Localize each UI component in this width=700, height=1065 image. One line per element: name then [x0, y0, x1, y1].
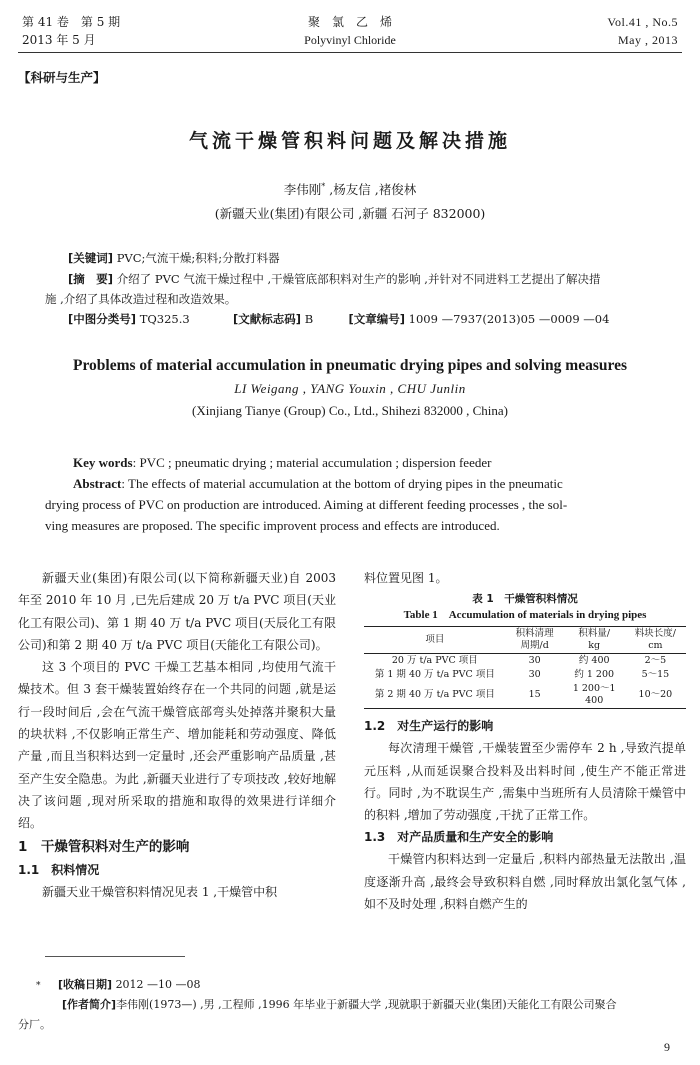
abstract-cn-label: 摘 要	[73, 272, 108, 286]
table-header-cell: 积料量/ kg	[564, 627, 625, 654]
heading-1-3: 1.3 对产品质量和生产安全的影响	[364, 830, 554, 845]
left-column	[18, 567, 336, 903]
abstract-cn-line1: 介绍了 PVC 气流干燥过程中 ,干燥管底部积料对生产的影响 ,并针对不同进料工艺提出了解决措	[116, 272, 601, 286]
table-cell: 10～20	[625, 682, 686, 709]
affiliation-en: (Xinjiang Tianye (Group) Co., Ltd., Shihezi 832000 , China)	[192, 403, 508, 418]
keywords-cn-open: [	[68, 251, 74, 265]
table-cell: 30	[528, 669, 541, 681]
table-header-cell: 项目	[364, 627, 506, 654]
received-value: 2012 —10 —08	[115, 978, 201, 991]
article-value: 1009 —7937(2013)05 —0009 —04	[408, 312, 610, 326]
abstract-en-line2: drying process of PVC on production are introduced. Aiming at different feeding processes , the sol-	[45, 497, 568, 512]
doc-label: 文献标志码	[238, 312, 296, 326]
table-cell: 30	[528, 655, 541, 667]
table-header-cell: 积料清理 周期/d	[506, 627, 564, 654]
table-title-en: Table 1 Accumulation of materials in drying pipes	[403, 609, 647, 622]
abstract-cn	[68, 270, 688, 288]
heading-1: 1 干燥管积料对生产的影响	[18, 838, 190, 855]
left-para-3: 新疆天业干燥管积料情况见表 1 ,干燥管中积	[42, 884, 278, 899]
section-tag: 【科研与生产】	[18, 70, 106, 85]
doc-open: [	[233, 312, 239, 326]
keywords-cn-label: 关键词	[73, 251, 108, 265]
doc-close: ]	[295, 312, 302, 326]
table-header-cell: 料块长度/ cm	[625, 627, 686, 654]
footnote-author-line2: 分厂。	[18, 1018, 51, 1031]
right-para-0: 料位置见图 1。	[364, 571, 448, 585]
keywords-en-text: : PVC ; pneumatic drying ; material accumulation ; dispersion feeder	[132, 455, 492, 470]
title-cn: 气流干燥管积料问题及解决措施	[188, 130, 511, 152]
abstract-en	[73, 473, 563, 494]
heading-1-1: 1.1 积料情况	[18, 862, 100, 877]
table-row	[364, 682, 686, 709]
title-en: Problems of material accumulation in pneumatic drying pipes and solving measures	[72, 357, 627, 374]
page-number: 9	[664, 1040, 670, 1054]
footnote-author	[62, 995, 692, 1014]
abstract-en-line1: : The effects of material accumulation at the bottom of drying pipes in the pneumatic	[121, 476, 563, 491]
abstract-cn-open: [	[68, 272, 74, 286]
abstract-cn-line2: 施 ,介绍了具体改造过程和改造效果。	[45, 292, 237, 306]
clc-open: [	[68, 312, 74, 326]
header-volume-cn: 第 41 卷 第 5 期	[22, 15, 121, 29]
keywords-cn-close: ]	[107, 251, 114, 265]
left-para-2: 这 3 个项目的 PVC 干燥工艺基本相同 ,均使用气流干燥技术。但 3 套干燥装置始终存在一个共同的问题 ,就是运行一段时间后 ,会在气流干燥管底部弯头处掉落并聚积大量的块状料 ,不仅影响正常生产、增加能耗和劳动强度、降低产量 ,而且当积料达到一定量时 ,还会严重影响产品质量 ,甚至产生安全隐患。为此 ,新疆天业进行了专项技改 ,较好地解决了该问题 ,现对所采取的措施和取得的效果进行详细介绍。	[18, 660, 336, 831]
table-cell: 第 1 期 40 万 t/a PVC 项目	[374, 669, 495, 681]
abstract-cn-close: ]	[107, 272, 114, 286]
header-date-cn: 2013 年 5 月	[22, 33, 96, 47]
authors-en: LI Weigang , YANG Youxin , CHU Junlin	[234, 381, 466, 396]
heading-1-2: 1.2 对生产运行的影响	[364, 719, 494, 734]
classification-line	[68, 310, 688, 328]
right-para-2: 干燥管内积料达到一定量后 ,积料内部热量无法散出 ,温度逐渐升高 ,最终会导致积料自燃 ,同时释放出氯化氢气体 ,如不及时处理 ,积料自燃产生的	[364, 852, 686, 912]
abstract-en-line3: ving measures are proposed. The specific improvent process and effects are introduced.	[45, 518, 500, 533]
author-mark: *	[321, 181, 326, 191]
header-rule	[18, 52, 682, 53]
header-journal-cn: 聚 氯 乙 烯	[307, 15, 392, 29]
footnote-rule	[45, 956, 185, 957]
author-first-cn: 李伟刚	[283, 182, 322, 197]
received-open: [	[58, 978, 64, 991]
authors-rest-cn: ,杨友信 ,褚俊林	[325, 182, 417, 197]
article-label: 文章编号	[353, 312, 400, 326]
header-journal-en: Polyvinyl Chloride	[304, 33, 396, 47]
author-info-label: 作者简介	[67, 998, 112, 1011]
table-cell: 约 400	[578, 655, 610, 667]
clc-label: 中图分类号	[73, 312, 131, 326]
right-para-1: 每次清理干燥管 ,干燥装置至少需停车 2 h ,导致汽提单元压料 ,从而延误聚合投料及出料时间 ,使生产不能正常进行。同时 ,为不耽误生产 ,需集中当班所有人员清除干燥管中的积料 ,增加了劳动强度 ,干扰了正常工作。	[364, 741, 686, 823]
received-label: 收稿日期	[63, 978, 108, 991]
received-close: ]	[107, 978, 113, 991]
authors-cn	[0, 180, 700, 198]
keywords-en	[73, 452, 491, 473]
article-open: [	[348, 312, 354, 326]
doc-value: B	[304, 312, 314, 326]
table-cell: 5～15	[641, 669, 670, 681]
accumulation-table	[364, 626, 686, 709]
table-cell: 约 1 200	[574, 669, 615, 681]
table-cell: 20 万 t/a PVC 项目	[391, 655, 478, 667]
author-info-line1: 李伟刚(1973—) ,男 ,工程师 ,1996 年毕业于新疆大学 ,现就职于新疆天业(集团)天能化工有限公司聚合	[116, 998, 617, 1011]
keywords-cn	[68, 249, 280, 267]
affiliation-cn: (新疆天业(集团)有限公司 ,新疆 石河子 832000)	[214, 206, 486, 221]
clc-close: ]	[130, 312, 137, 326]
footnote-star: *	[36, 981, 41, 991]
abstract-en-label: Abstract	[73, 476, 122, 491]
left-para-1: 新疆天业(集团)有限公司(以下简称新疆天业)自 2003 年至 2010 年 10 月 ,已先后建成 20 万 t/a PVC 项目(天业化工有限公司)、第 1 期 40 万 t/a PVC 项目(天辰化工有限公司)和第 2 期 40 万 t/a PVC 项目(天能化工有限公司)。	[18, 571, 336, 652]
keywords-cn-text: PVC;气流干燥;积料;分散打料器	[116, 251, 280, 265]
table-cell: 2～5	[644, 655, 667, 667]
clc-value: TQ325.3	[139, 312, 190, 326]
header-date-en: May , 2013	[618, 33, 678, 47]
table-row	[364, 654, 686, 669]
table-cell: 1 200～1 400	[564, 682, 625, 709]
author-info-open: [	[62, 998, 68, 1011]
table-row	[364, 668, 686, 682]
header-volume-en: Vol.41 , No.5	[607, 15, 678, 29]
keywords-en-label: Key words	[73, 455, 133, 470]
table-cell: 15	[506, 682, 564, 709]
author-info-close: ]	[111, 998, 117, 1011]
table-title-cn: 表 1 干燥管积料情况	[472, 593, 578, 606]
article-close: ]	[399, 312, 406, 326]
footnote-received	[36, 975, 201, 996]
right-column	[364, 567, 686, 915]
table-cell: 第 2 期 40 万 t/a PVC 项目	[364, 682, 506, 709]
